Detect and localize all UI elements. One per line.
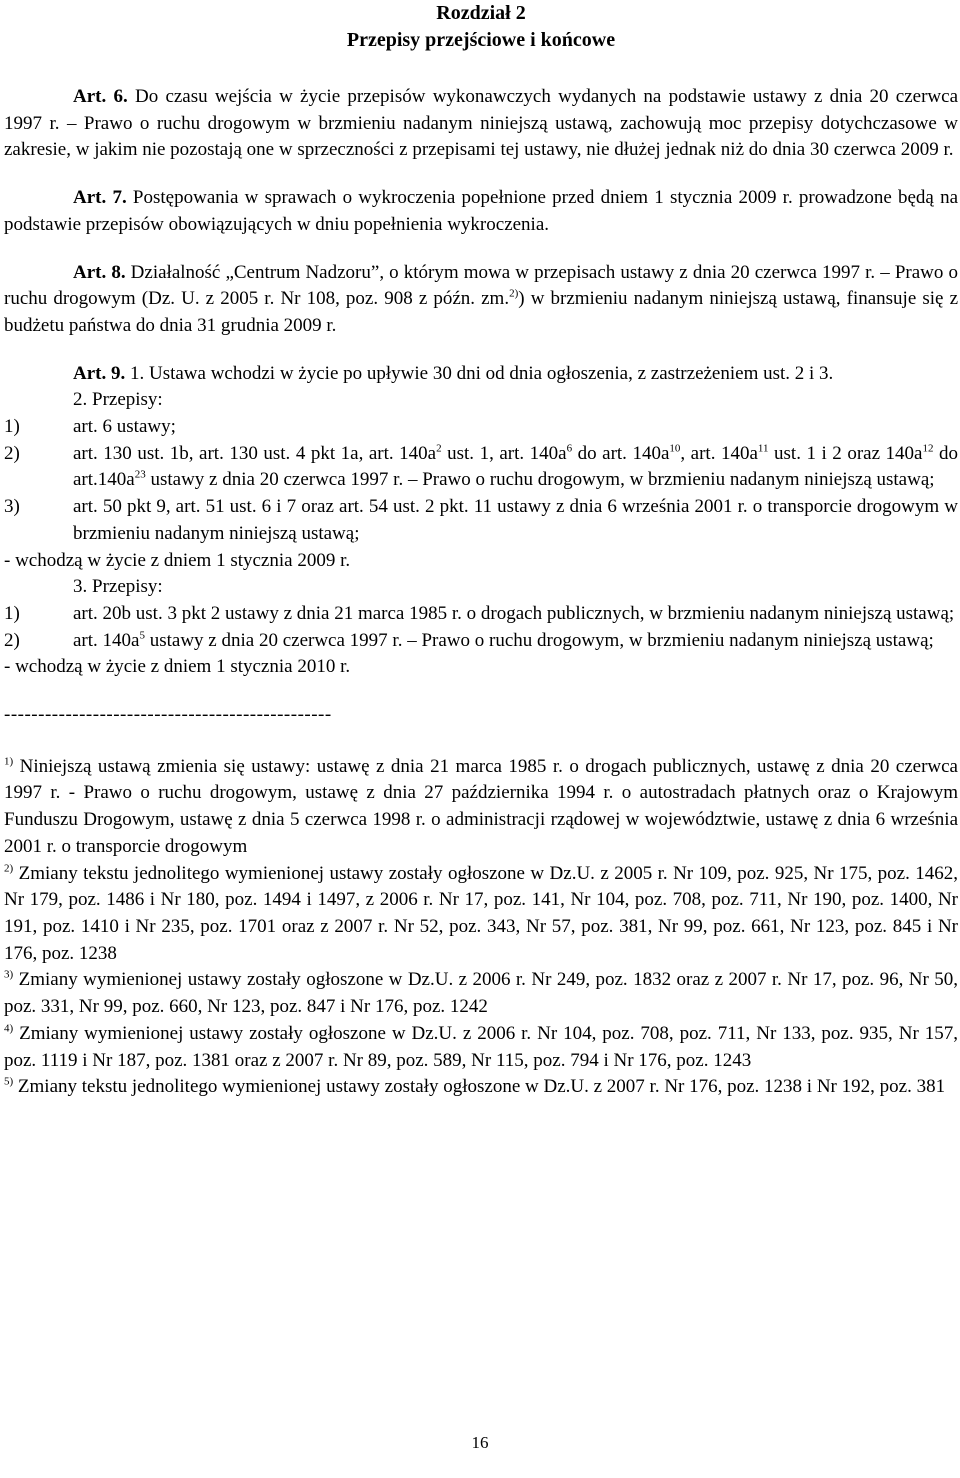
text-run: art. 140a xyxy=(73,629,140,651)
document-page xyxy=(4,0,958,1101)
superscript: 23 xyxy=(134,469,146,482)
superscript: 5 xyxy=(139,629,145,642)
list-item-text xyxy=(73,628,958,655)
footnote xyxy=(4,754,958,861)
footnote-mark: 1) xyxy=(4,755,14,768)
footnote-text: Zmiany wymienionej ustawy zostały ogłoszone w Dz.U. z 2006 r. Nr 104, poz. 708, poz. 711, Nr 133, poz. 935, Nr 157, poz. 1119 i Nr 187, poz. 1381 oraz z 2007 r. Nr 89, poz. 589, Nr 115, poz. 794 i Nr 176, poz. 1243 xyxy=(4,1022,958,1071)
footnote-mark: 4) xyxy=(4,1022,14,1035)
article-7-label: Art. 7. xyxy=(73,187,127,209)
article-9-label: Art. 9. xyxy=(73,362,126,384)
footnote-text: Zmiany tekstu jednolitego wymienionej ustawy zostały ogłoszone w Dz.U. z 2007 r. Nr 176, poz. 1238 i Nr 192, poz. 381 xyxy=(13,1076,946,1098)
text-run: art. 130 ust. 1b, art. 130 ust. 4 pkt 1a, art. 140a xyxy=(73,442,437,464)
text-run: ustawy z dnia 20 czerwca 1997 r. – Prawo o ruchu drogowym, w brzmieniu nadanym niniejszą ustawą; xyxy=(144,629,934,651)
list-item-number: 1) xyxy=(4,602,20,624)
article-9-p3-tail: - wchodzą w życie z dniem 1 stycznia 2010 r. xyxy=(4,656,351,678)
article-9-p3-heading: 3. Przepisy: xyxy=(73,576,163,598)
chapter-heading: Rozdział 2 xyxy=(436,2,526,24)
footnote xyxy=(4,861,958,968)
superscript: 6 xyxy=(566,442,573,455)
text-run: do art. 140a xyxy=(572,442,670,464)
article-9-p2-tail: - wchodzą w życie z dniem 1 stycznia 2009 r. xyxy=(4,549,351,571)
footnote-ref-2: 2) xyxy=(509,287,519,300)
footnotes xyxy=(4,754,958,1101)
article-8-text: Działalność „Centrum Nadzoru”, o którym mowa w przepisach ustawy z dnia 20 czerwca 1997 r. – Prawo o ruchu drogowym (Dz. U. z 2005 r. Nr 108, poz. 908 z późn. zm. xyxy=(4,261,958,310)
list-item xyxy=(4,601,958,628)
text-run: , art. 140a xyxy=(680,442,758,464)
footnote-text: Zmiany wymienionej ustawy zostały ogłoszone w Dz.U. z 2006 r. Nr 249, poz. 1832 oraz z 2007 r. Nr 17, poz. 96, Nr 50, poz. 331, Nr 99, poz. 660, Nr 123, poz. 847 i Nr 176, poz. 1242 xyxy=(4,969,958,1018)
article-6-label: Art. 6. xyxy=(73,86,128,107)
text-run: ust. 1 i 2 oraz 140a xyxy=(768,442,923,464)
article-9-p2-heading: 2. Przepisy: xyxy=(73,389,163,411)
footnote xyxy=(4,1074,958,1101)
article-6 xyxy=(4,84,958,164)
list-item xyxy=(4,441,958,494)
article-7 xyxy=(4,185,958,238)
list-item xyxy=(4,628,958,655)
footnote xyxy=(4,1021,958,1074)
article-6-text: Do czasu wejścia w życie przepisów wykonawczych wydanych na podstawie ustawy z dnia 20 czerwca 1997 r. – Prawo o ruchu drogowym w brzmieniu nadanym niniejszą ustawą, zachowują moc przepisy dotychczasowe w zakresie, w jakim nie pozostają one w sprzeczności z przepisami tej ustawy, nie dłużej jednak niż do dnia 30 czerwca 2009 r. xyxy=(4,86,959,161)
list-item-number: 2) xyxy=(4,442,20,464)
text-run: ustawy z dnia 20 czerwca 1997 r. – Prawo o ruchu drogowym, w brzmieniu nadanym niniejszą ustawą; xyxy=(145,469,935,491)
superscript: 10 xyxy=(669,442,681,455)
superscript: 11 xyxy=(757,442,769,455)
list-item xyxy=(4,494,958,547)
article-9 xyxy=(4,361,958,388)
footnote-separator: ------------------------------------------------ xyxy=(4,704,332,726)
page-number: 16 xyxy=(471,1433,489,1452)
superscript: 12 xyxy=(922,442,934,455)
footnote-mark: 2) xyxy=(4,862,14,875)
list-item-text: art. 20b ust. 3 pkt 2 ustawy z dnia 21 marca 1985 r. o drogach publicznych, w brzmieniu nadanym niniejszą ustawą; xyxy=(73,602,955,624)
list-item-text: art. 6 ustawy; xyxy=(73,416,176,438)
footnote-mark: 3) xyxy=(4,969,14,982)
list-item xyxy=(4,414,958,441)
footnote-text: Zmiany tekstu jednolitego wymienionej ustawy zostały ogłoszone w Dz.U. z 2005 r. Nr 109, poz. 925, Nr 175, poz. 1462, Nr 179, poz. 1486 i Nr 180, poz. 1494 i 1497, z 2006 r. Nr 17, poz. 141, Nr 104, poz. 708, poz. 711, Nr 190, poz. 1400, Nr 191, poz. 1410 i Nr 235, poz. 1701 oraz z 2007 r. Nr 52, poz. 343, Nr 57, poz. 381, Nr 99, poz. 661, Nr 123, poz. 845 i Nr 176, poz. 1238 xyxy=(4,862,958,964)
list-item-text xyxy=(73,441,958,494)
text-run: ust. 1, art. 140a xyxy=(441,442,567,464)
chapter-title: Przepisy przejściowe i końcowe xyxy=(346,29,616,51)
list-item-text: art. 50 pkt 9, art. 51 ust. 6 i 7 oraz art. 54 ust. 2 pkt. 11 ustawy z dnia 6 września 2001 r. o transporcie drogowym w brzmieniu nadanym niniejszą ustawą; xyxy=(73,496,958,544)
superscript: 2 xyxy=(436,442,442,455)
footnote xyxy=(4,967,958,1020)
article-8-label: Art. 8. xyxy=(73,261,126,283)
list-item-number: 1) xyxy=(4,416,20,438)
article-9-text: 1. Ustawa wchodzi w życie po upływie 30 dni od dnia ogłoszenia, z zastrzeżeniem ust. 2 i 3. xyxy=(129,362,834,384)
article-7-text: Postępowania w sprawach o wykroczenia popełnione przed dniem 1 stycznia 2009 r. prowadzone będą na podstawie przepisów obowiązujących w dniu popełnienia wykroczenia. xyxy=(4,187,958,235)
footnote-text: Niniejszą ustawą zmienia się ustawy: ustawę z dnia 21 marca 1985 r. o drogach publicznych, ustawę z dnia 20 czerwca 1997 r. - Prawo o ruchu drogowym, ustawę z dnia 27 października 1994 r. o autostradach płatnych oraz o Krajowym Funduszu Drogowym, ustawę z dnia 5 czerwca 1998 r. o administracji rządowej w województwie, ustawę z dnia 6 września 2001 r. o transporcie drogowym xyxy=(4,755,958,857)
text-run: do art.140a xyxy=(73,442,959,491)
list-item-number: 3) xyxy=(4,496,20,518)
article-8 xyxy=(4,260,958,340)
footnote-mark: 5) xyxy=(4,1075,14,1088)
article-8-text-end: ) w brzmieniu nadanym niniejszą ustawą, finansuje się z budżetu państwa do dnia 31 grudnia 2009 r. xyxy=(4,288,958,336)
list-item-number: 2) xyxy=(4,629,20,651)
